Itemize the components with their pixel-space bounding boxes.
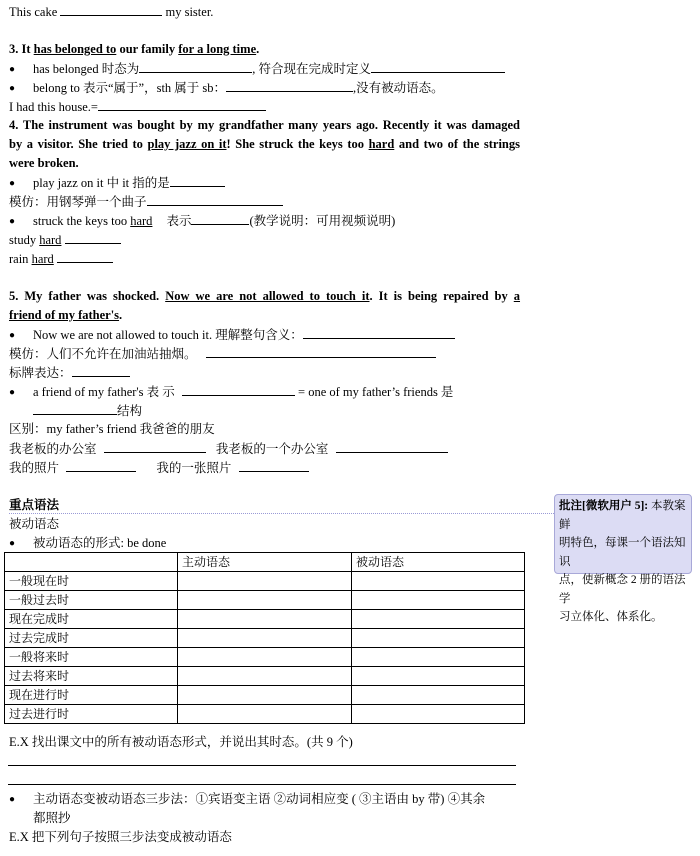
comment-line: 点，使新概念 2 册的语法学 xyxy=(559,574,686,605)
text: struck the keys too xyxy=(33,214,131,228)
bullet-passive-form xyxy=(9,534,166,554)
table-row xyxy=(5,705,525,724)
answer-blank[interactable] xyxy=(139,59,252,73)
text-line: 4. The instrument was bought by my grandfather many years ago. Recently it was damaged xyxy=(9,118,520,132)
exercise-convert: E.X 把下列句子按照三步法变成被动语态 xyxy=(9,830,232,844)
text: ,没有被动语态。 xyxy=(353,81,444,95)
underlined-phrase: hard xyxy=(39,233,62,247)
answer-blank[interactable] xyxy=(239,458,309,472)
answer-line[interactable] xyxy=(8,765,516,766)
line-house xyxy=(9,97,266,116)
bullet-tense xyxy=(9,59,505,80)
empty-cell[interactable] xyxy=(352,648,525,667)
text: 5. My father was shocked. xyxy=(9,289,166,303)
empty-cell[interactable] xyxy=(352,610,525,629)
text: 我的一张照片 xyxy=(156,461,232,475)
underlined-phrase: friend of my father's xyxy=(9,308,120,322)
answer-blank[interactable] xyxy=(33,401,117,415)
text: study xyxy=(9,233,40,247)
tense-cell: 一般现在时 xyxy=(5,572,178,591)
text: . xyxy=(119,308,123,322)
empty-cell[interactable] xyxy=(352,572,525,591)
text: Now we are not allowed to touch it. 理解整句含义： xyxy=(33,328,303,342)
text: a friend of my father's 表 示 xyxy=(33,385,175,399)
answer-blank[interactable] xyxy=(57,249,113,263)
table-row xyxy=(5,591,525,610)
answer-blank[interactable] xyxy=(170,173,225,187)
table-row xyxy=(5,648,525,667)
text: belong to 表示“属于”，sth 属于 sb： xyxy=(33,81,227,95)
bullet-friend-of xyxy=(9,382,520,403)
underlined-phrase: hard xyxy=(368,137,395,151)
header-cell: 被动语态 xyxy=(352,553,525,572)
table-header-row xyxy=(5,553,525,572)
text-line xyxy=(9,306,520,325)
text: I had this house.= xyxy=(9,100,98,114)
table-row xyxy=(5,667,525,686)
bullet-friend-of-cont xyxy=(33,401,142,420)
answer-blank[interactable] xyxy=(65,230,121,244)
text: 结构 xyxy=(117,404,143,418)
empty-cell[interactable] xyxy=(352,705,525,724)
empty-cell[interactable] xyxy=(178,572,352,591)
text: my sister. xyxy=(165,5,214,19)
line-this-cake xyxy=(9,2,213,21)
sentence-5 xyxy=(9,287,520,325)
table-row xyxy=(5,572,525,591)
underlined-phrase: Now we are not allowed to touch it xyxy=(165,289,370,303)
underlined-phrase: has belonged to xyxy=(33,42,117,56)
underlined-phrase: hard xyxy=(31,252,54,266)
empty-cell[interactable] xyxy=(352,629,525,648)
tense-table xyxy=(4,552,525,724)
line-difference: 区别：my father’s friend 我爸爸的朋友 xyxy=(9,422,215,436)
text-line xyxy=(9,287,520,306)
text: 被动语态的形式: be done xyxy=(33,536,167,550)
answer-blank[interactable] xyxy=(371,59,505,73)
empty-cell[interactable] xyxy=(178,610,352,629)
line-photo xyxy=(9,458,309,477)
grammar-subheading: 被动语态 xyxy=(9,517,60,531)
text: (教学说明：可用视频说明) xyxy=(249,214,396,228)
header-cell: 主动语态 xyxy=(178,553,352,572)
comment-line: 明特色，每课一个语法知识 xyxy=(559,537,686,568)
comment-connector xyxy=(9,513,554,515)
comment-balloon[interactable] xyxy=(554,494,692,623)
empty-cell[interactable] xyxy=(352,686,525,705)
empty-cell[interactable] xyxy=(352,591,525,610)
text: = one of my father’s friends 是 xyxy=(298,385,454,399)
text: 表示 xyxy=(166,214,192,228)
table-row xyxy=(5,629,525,648)
bullet-belong-to xyxy=(9,78,444,99)
underlined-phrase: hard xyxy=(130,214,153,228)
text: 本教案鲜 xyxy=(559,500,686,531)
tense-cell: 一般过去时 xyxy=(5,591,178,610)
text: 主动语态变被动语态三步法：①宾语变主语 ②动词相应变 ( ③主语由 by 带) ④其余 xyxy=(33,792,486,806)
bullet-three-steps xyxy=(9,790,485,810)
comment-line: 习立体化、体系化。 xyxy=(559,611,663,623)
empty-cell[interactable] xyxy=(178,648,352,667)
text: 模仿：人们不允许在加油站抽烟。 xyxy=(9,347,197,361)
text: 我的照片 xyxy=(9,461,60,475)
tense-cell: 过去进行时 xyxy=(5,705,178,724)
empty-cell[interactable] xyxy=(352,667,525,686)
bullet-it-refers xyxy=(9,173,225,194)
line-sign xyxy=(9,363,130,382)
answer-blank[interactable] xyxy=(336,439,448,453)
line-imitate-smoking xyxy=(9,344,436,363)
text: 3. It xyxy=(9,42,34,56)
bullet-icon xyxy=(9,174,33,194)
answer-blank[interactable] xyxy=(72,363,130,377)
tense-cell: 过去完成时 xyxy=(5,629,178,648)
bullet-three-steps-cont: 都照抄 xyxy=(33,811,71,825)
tense-cell: 一般将来时 xyxy=(5,648,178,667)
grammar-heading: 重点语法 xyxy=(9,498,60,512)
tense-cell: 过去将来时 xyxy=(5,667,178,686)
bullet-icon xyxy=(9,383,33,403)
underlined-phrase: for a long time xyxy=(178,42,257,56)
text: . It is being repaired by xyxy=(369,289,514,303)
text: by a visitor. She tried to xyxy=(9,137,148,151)
sentence-3 xyxy=(9,40,259,58)
text: and two of the strings xyxy=(394,137,520,151)
header-cell xyxy=(5,553,178,572)
bullet-icon xyxy=(9,79,33,99)
text-line xyxy=(9,135,520,154)
comment-author: 批注[微软用户 5]: xyxy=(559,500,649,512)
underlined-phrase: a xyxy=(513,289,521,303)
empty-cell[interactable] xyxy=(178,591,352,610)
text: play jazz on it 中 it 指的是 xyxy=(33,176,170,190)
bullet-icon xyxy=(9,60,33,80)
tense-cell: 现在进行时 xyxy=(5,686,178,705)
underlined-phrase: play jazz on it xyxy=(147,137,227,151)
answer-blank[interactable] xyxy=(66,458,136,472)
table-row xyxy=(5,686,525,705)
answer-blank[interactable] xyxy=(182,382,295,396)
answer-blank[interactable] xyxy=(226,78,353,92)
text: . xyxy=(256,42,260,56)
line-boss-office xyxy=(9,439,448,458)
bullet-icon xyxy=(9,326,33,346)
answer-blank[interactable] xyxy=(303,325,455,339)
text: has belonged 时态为 xyxy=(33,62,140,76)
table-row xyxy=(5,610,525,629)
text: our family xyxy=(116,42,179,56)
line-rain-hard xyxy=(9,249,113,268)
bullet-icon xyxy=(9,212,33,232)
line-study-hard xyxy=(9,230,121,249)
text: rain xyxy=(9,252,32,266)
text: ! She struck the keys too xyxy=(226,137,369,151)
text: 我老板的办公室 xyxy=(9,442,97,456)
comment-line xyxy=(559,497,687,534)
line-imitate-piano xyxy=(9,192,283,211)
exercise-find: E.X 找出课文中的所有被动语态形式，并说出其时态。(共 9 个) xyxy=(9,735,353,749)
bullet-icon xyxy=(9,790,33,810)
answer-blank[interactable] xyxy=(104,439,206,453)
text: 标牌表达： xyxy=(9,366,72,380)
bullet-icon xyxy=(9,534,33,554)
text: This cake xyxy=(9,5,58,19)
empty-cell[interactable] xyxy=(178,667,352,686)
text: 模仿：用钢琴弹一个曲子 xyxy=(9,195,147,209)
text: , 符合现在完成时定义 xyxy=(252,62,371,76)
text-line: were broken. xyxy=(9,156,79,170)
empty-cell[interactable] xyxy=(178,629,352,648)
bullet-meaning xyxy=(9,325,455,346)
answer-blank[interactable] xyxy=(206,344,436,358)
answer-line[interactable] xyxy=(8,784,516,785)
answer-blank[interactable] xyxy=(60,2,162,16)
empty-cell[interactable] xyxy=(178,705,352,724)
sentence-4 xyxy=(9,116,520,173)
answer-blank[interactable] xyxy=(191,211,249,225)
text: 我老板的一个办公室 xyxy=(215,442,329,456)
tense-cell: 现在完成时 xyxy=(5,610,178,629)
answer-blank[interactable] xyxy=(98,97,266,111)
empty-cell[interactable] xyxy=(178,686,352,705)
bullet-struck-keys xyxy=(9,211,395,232)
answer-blank[interactable] xyxy=(147,192,283,206)
